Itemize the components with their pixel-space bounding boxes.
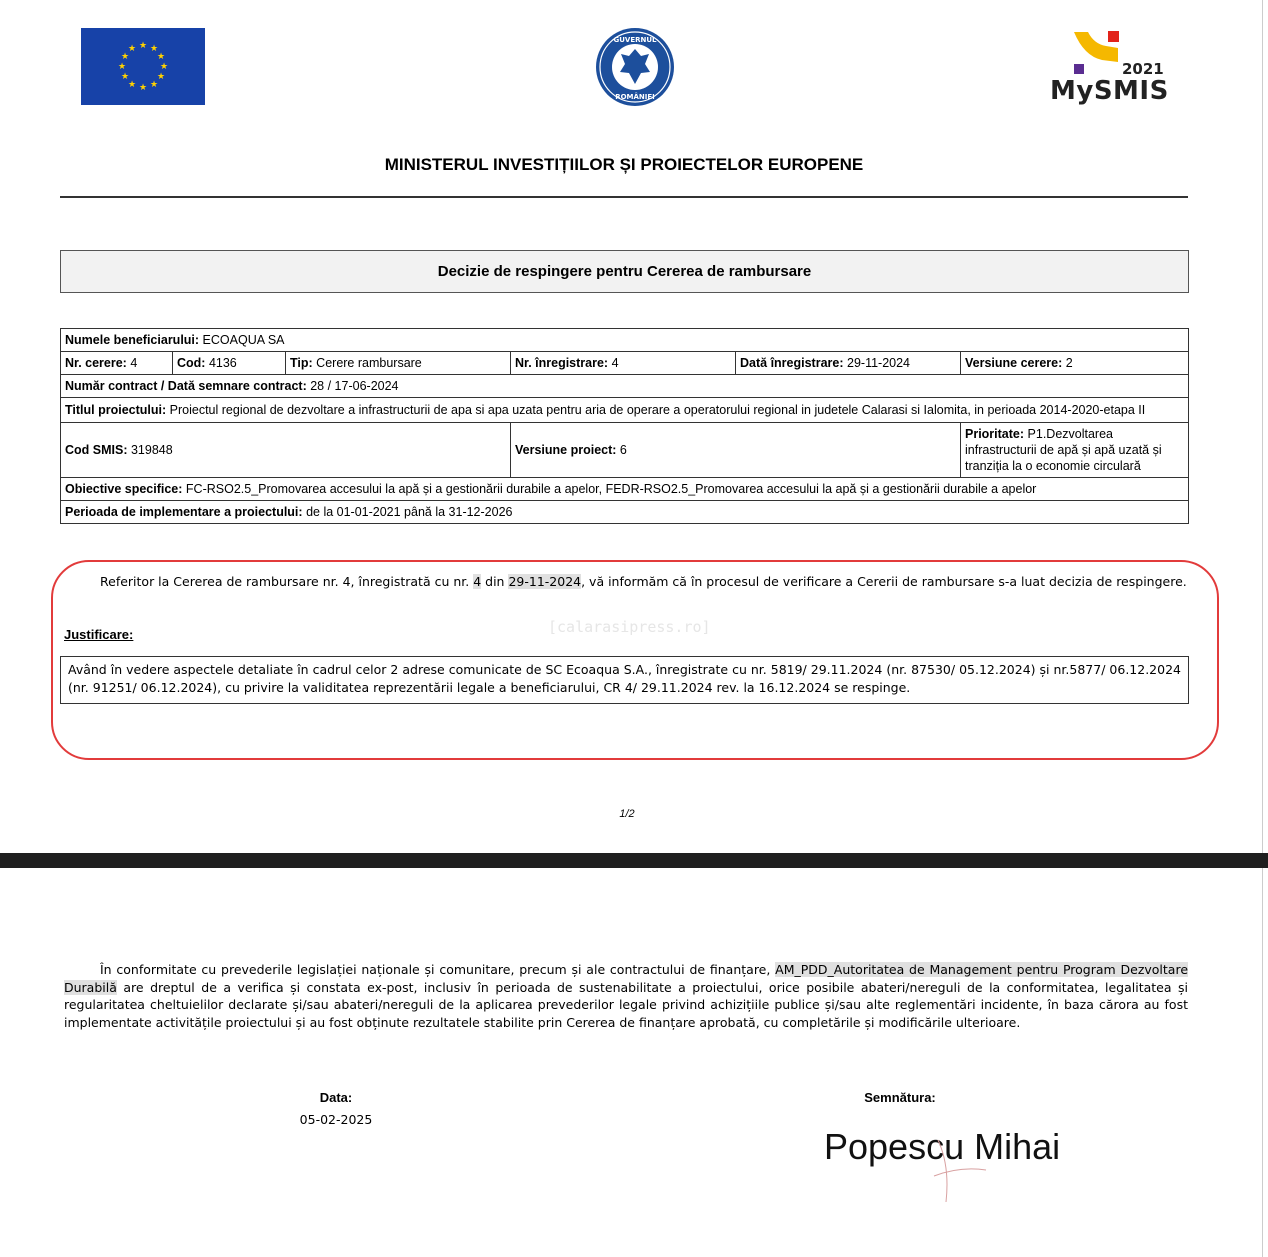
beneficiary-value: ECOAQUA SA xyxy=(202,333,285,347)
highlighted-authority: AM_PDD_Autoritatea de Management pentru Program Dezvoltare Durabilă xyxy=(64,962,1189,995)
decision-title: Decizie de respingere pentru Cererea de rambursare xyxy=(60,250,1189,293)
justification-title: Justificare: xyxy=(64,627,134,642)
field-label: Cod SMIS: xyxy=(65,443,128,457)
field-label: Obiective specifice: xyxy=(65,482,183,496)
paragraph-text: are dreptul de a verifica și constata ex-post, inclusiv în perioada de sustenabilitate a proiectului, orice posibile abateri/nereguli de la conformitatea, legalitatea și regularitatea cheltuielilor declarate și/sau abateri/nereguli de la aplicarea prevederilor legale privind achizițiile publice și/sau alte reglementări incidente, în baza cărora au fost implementate activitățile proiectului și au fost obținute rezultatele stabilite prin Cererea de finanțare aprobată, cu completările și modificările ulterioare. xyxy=(64,979,1188,1030)
period-value: de la 01-01-2021 până la 31-12-2026 xyxy=(306,505,513,519)
svg-text:★: ★ xyxy=(159,62,169,72)
conformity-paragraph xyxy=(64,961,1188,1031)
mysmis-year: 2021 xyxy=(1122,60,1164,78)
svg-text:ROMÂNIEI: ROMÂNIEI xyxy=(615,93,655,101)
svg-text:★: ★ xyxy=(127,80,137,90)
request-version-value: 2 xyxy=(1065,356,1073,370)
svg-text:★: ★ xyxy=(149,80,159,90)
field-label: Nr. cerere: xyxy=(65,356,127,370)
header-divider xyxy=(60,196,1188,198)
project-version-value: 6 xyxy=(619,443,627,457)
contract-value: 28 / 17-06-2024 xyxy=(310,379,399,393)
paragraph-text: În conformitate cu prevederile legislației naționale și comunitare, precum și ale contractului de finanțare, xyxy=(100,962,776,977)
project-info-table xyxy=(60,328,1189,524)
type-value: Cerere rambursare xyxy=(316,356,422,370)
svg-text:GUVERNUL: GUVERNUL xyxy=(613,36,657,44)
field-label: Versiune proiect: xyxy=(515,443,617,457)
signature-stroke-icon xyxy=(930,1136,990,1206)
page-number: 1/2 xyxy=(619,808,635,820)
request-number-value: 4 xyxy=(130,356,138,370)
svg-text:★: ★ xyxy=(138,41,148,51)
signature-name: Popescu Mihai xyxy=(824,1126,1061,1167)
date-label: Data: xyxy=(319,1090,353,1105)
table-row xyxy=(61,329,1189,352)
objectives-value: FC-RSO2.5_Promovarea accesului la apă și a gestionării durabile a apelor, FEDR-RSO2.5_Promovarea accesului la apă și a gestionării durabile a apelor xyxy=(185,482,1037,496)
ministry-heading: MINISTERUL INVESTIȚIILOR ȘI PROIECTELOR EUROPENE xyxy=(384,155,864,174)
statement-text: Referitor la Cererea de rambursare nr. 4, înregistrată cu nr. xyxy=(100,574,474,589)
svg-text:★: ★ xyxy=(120,52,130,62)
svg-text:★: ★ xyxy=(117,62,127,72)
signature-label: Semnătura: xyxy=(864,1090,936,1105)
justification-box: Având în vedere aspectele detaliate în cadrul celor 2 adrese comunicate de SC Ecoaqua S.A., înregistrate cu nr. 5819/ 29.11.2024 (nr. 87530/ 05.12.2024) și nr.5877/ 06.12.2024 (nr. 91251/ 06.12.2024), cu privire la validitatea reprezentării legale a beneficiarului, CR 4/ 29.11.2024 rev. la 16.12.2024 se respinge. xyxy=(60,656,1189,704)
registration-number-value: 4 xyxy=(611,356,619,370)
field-label: Prioritate: xyxy=(965,427,1025,441)
field-label: Cod: xyxy=(177,356,206,370)
svg-text:★: ★ xyxy=(156,72,166,82)
field-label: Număr contract / Dată semnare contract: xyxy=(65,379,307,393)
table-row xyxy=(61,398,1189,423)
highlighted-reg-number: 4 xyxy=(473,574,482,589)
field-label: Nr. înregistrare: xyxy=(515,356,609,370)
table-row xyxy=(61,375,1189,398)
field-label: Versiune cerere: xyxy=(965,356,1063,370)
table-row xyxy=(61,352,1189,375)
svg-text:★: ★ xyxy=(127,44,137,54)
svg-text:★: ★ xyxy=(120,72,130,82)
highlighted-reg-date: 29-11-2024 xyxy=(508,574,582,589)
table-row xyxy=(61,423,1189,478)
field-label: Perioada de implementare a proiectului: xyxy=(65,505,303,519)
document-page-2 xyxy=(0,868,1263,1257)
project-title-value: Proiectul regional de dezvoltare a infrastructurii de apa si apa uzata pentru aria de operare a operatorului regional in judetele Calarasi si Ialomita, in perioada 2014-2020-etapa II xyxy=(169,403,1146,417)
field-label: Numele beneficiarului: xyxy=(65,333,200,347)
svg-text:★: ★ xyxy=(156,52,166,62)
smis-code-value: 319848 xyxy=(130,443,173,457)
statement-text: , vă informăm că în procesul de verificare a Cererii de rambursare s-a luat decizia de respingere. xyxy=(581,574,1187,589)
field-label: Titlul proiectului: xyxy=(65,403,167,417)
government-seal-logo xyxy=(594,26,676,108)
field-label: Dată înregistrare: xyxy=(740,356,844,370)
mysmis-logo xyxy=(1050,28,1170,110)
decision-statement xyxy=(100,574,1188,589)
table-row xyxy=(61,478,1189,501)
page-separator xyxy=(0,853,1268,868)
statement-text: din xyxy=(481,574,509,589)
mysmis-name: MySMIS xyxy=(1050,76,1169,106)
field-label: Tip: xyxy=(290,356,313,370)
svg-text:★: ★ xyxy=(138,83,148,93)
date-value: 05-02-2025 xyxy=(299,1112,373,1127)
table-row xyxy=(61,501,1189,524)
watermark-text: [calarasipress.ro] xyxy=(548,618,711,636)
priority-value: P1.Dezvoltarea infrastructurii de apă și apă uzată și tranziția la o economie circulară xyxy=(965,427,1162,473)
registration-date-value: 29-11-2024 xyxy=(847,356,911,370)
eu-flag-logo xyxy=(81,28,205,105)
svg-text:★: ★ xyxy=(149,44,159,54)
code-value: 4136 xyxy=(208,356,237,370)
